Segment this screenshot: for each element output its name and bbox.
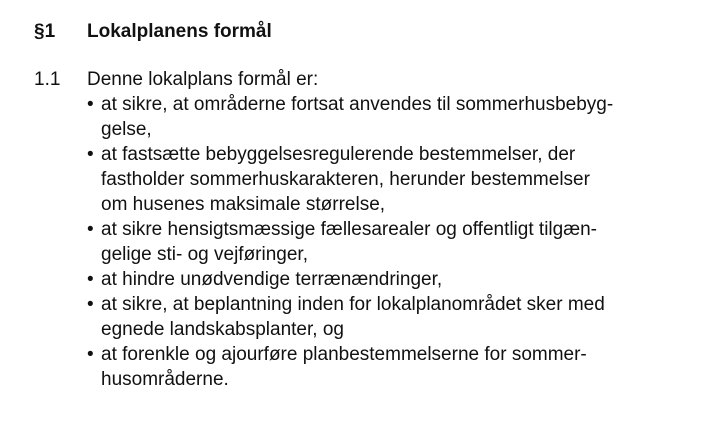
purpose-item-1 xyxy=(87,92,697,142)
purpose-item-6 xyxy=(87,342,697,392)
bullet-icon: • xyxy=(87,269,94,290)
section-number: §1 xyxy=(34,21,56,42)
purpose-item-2 xyxy=(87,142,697,217)
text-line: gelige sti- og vejføringer, xyxy=(101,244,308,265)
bullet-icon: • xyxy=(87,344,94,365)
text-line: egnede landskabsplanter, og xyxy=(101,319,344,340)
subsection-content xyxy=(87,67,697,392)
purpose-item-4 xyxy=(87,267,697,292)
text-line: at hindre unødvendige terrænændringer, xyxy=(101,269,443,290)
purpose-item-text xyxy=(101,292,697,342)
text-line: husområderne. xyxy=(101,369,229,390)
section-title: Lokalplanens formål xyxy=(87,21,272,42)
bullet-icon: • xyxy=(87,94,94,115)
purpose-item-text xyxy=(101,217,697,267)
text-line: at sikre hensigtsmæssige fællesarealer og offentligt tilgæn- xyxy=(101,219,597,240)
text-line: at forenkle og ajourføre planbestemmelserne for sommer- xyxy=(101,344,587,365)
text-line: gelse, xyxy=(101,119,152,140)
purpose-item-text xyxy=(101,92,697,142)
text-line: at fastsætte bebyggelsesregulerende bestemmelser, der xyxy=(101,144,576,165)
text-line: at sikre, at beplantning inden for lokalplanområdet sker med xyxy=(101,294,605,315)
purpose-item-text xyxy=(101,342,697,392)
subsection-number: 1.1 xyxy=(34,69,61,90)
text-line: at sikre, at områderne fortsat anvendes til sommerhusbebyg- xyxy=(101,94,614,115)
text-line: om husenes maksimale størrelse, xyxy=(101,194,386,215)
bullet-icon: • xyxy=(87,294,94,315)
purpose-item-text xyxy=(101,267,697,292)
purpose-list xyxy=(87,92,697,392)
purpose-item-5 xyxy=(87,292,697,342)
subsection-intro: Denne lokalplans formål er: xyxy=(87,69,319,90)
text-line: fastholder sommerhuskarakteren, herunder bestemmelser xyxy=(101,169,590,190)
purpose-item-text xyxy=(101,142,697,217)
purpose-item-3 xyxy=(87,217,697,267)
bullet-icon: • xyxy=(87,144,94,165)
bullet-icon: • xyxy=(87,219,94,240)
